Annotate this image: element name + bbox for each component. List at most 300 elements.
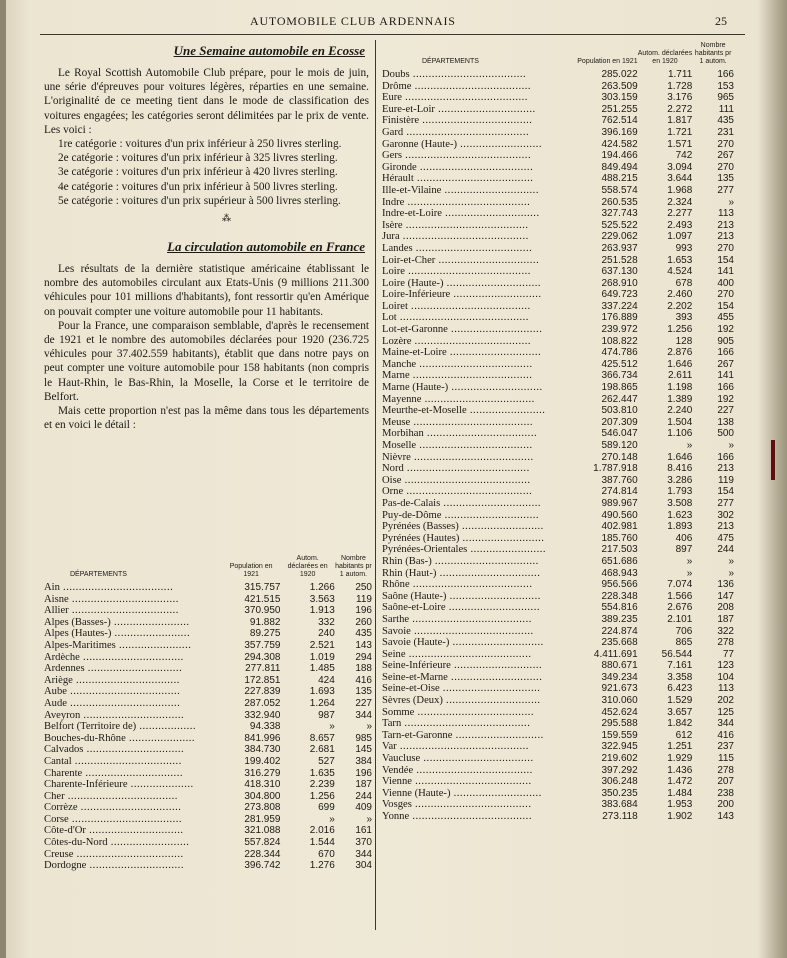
dept-name: Vaucluse (382, 753, 421, 765)
dept-name: Loire (382, 266, 405, 278)
leader-dots: ................................... (68, 813, 183, 825)
population-cell: 108.822 (601, 335, 638, 347)
autos-cell: » (686, 555, 693, 567)
dept-cell (382, 486, 577, 498)
ratio-cell: 270 (717, 289, 734, 301)
ratio-cell: 188 (355, 663, 372, 675)
dept-name: Vosges (382, 799, 412, 811)
dept-name: Seine (382, 648, 406, 660)
population-cell: 219.602 (601, 753, 638, 765)
dept-name: Pyrénées (Hautes) (382, 532, 460, 544)
dept-cell (382, 243, 577, 255)
table-row (382, 741, 734, 753)
dept-cell (44, 652, 222, 664)
dept-cell (44, 640, 222, 652)
leader-dots: .................................... (416, 440, 533, 451)
ratio-cell: 244 (717, 544, 734, 556)
leader-dots: ................................... (423, 428, 538, 440)
dept-cell (382, 741, 577, 753)
column-divider (375, 40, 376, 930)
leader-dots: ......................................... (396, 312, 529, 324)
population-cell: 389.235 (601, 613, 638, 625)
autos-cell: 1.817 (667, 115, 693, 127)
leader-dots: ......................... (107, 837, 190, 849)
population-cell: 525.522 (601, 219, 638, 231)
dept-name: Rhône (382, 579, 410, 591)
dept-cell (44, 791, 222, 803)
leader-dots: ....................................... (403, 463, 530, 475)
dept-name: Saône-et-Loire (382, 602, 446, 614)
leader-dots: ............................. (448, 382, 543, 394)
population-cell: 273.118 (602, 811, 638, 822)
ratio-cell: 141 (717, 370, 734, 382)
ratio-cell: 187 (355, 779, 372, 791)
autos-cell: 1.721 (667, 126, 693, 138)
leader-dots: ................................... (59, 582, 174, 593)
table-row (382, 498, 734, 510)
autos-cell: 1.436 (667, 764, 693, 776)
table-row (44, 686, 372, 698)
autos-cell: 1.646 (667, 358, 693, 370)
dept-name: Sarthe (382, 613, 410, 625)
dept-cell (382, 626, 577, 638)
leader-dots: .............................. (441, 184, 539, 196)
leader-dots: ............................. (445, 602, 540, 614)
population-cell: 262.447 (601, 393, 638, 405)
dept-cell (44, 825, 222, 837)
table-row (44, 605, 372, 617)
dept-name: Ariège (44, 674, 73, 686)
population-cell: 281.959 (244, 813, 281, 825)
table-row (382, 707, 734, 719)
category-item: 2e catégorie : voitures d'un prix inférieur à 325 livres sterling. (58, 152, 338, 165)
leader-dots: ...................................... (409, 811, 532, 822)
dept-cell (382, 127, 577, 139)
dept-name: Aveyron (44, 709, 81, 721)
population-cell: 357.759 (244, 639, 281, 651)
dept-name: Drôme (382, 80, 412, 92)
leader-dots: ................................... (66, 686, 181, 698)
dept-cell (382, 394, 577, 406)
dept-name: Tarn-et-Garonne (382, 729, 453, 741)
dept-name: Var (382, 741, 397, 753)
departments-table-left (44, 555, 372, 872)
dept-name: Morbihan (382, 428, 424, 440)
ratio-cell: 370 (355, 837, 372, 849)
table-row (44, 825, 372, 837)
ratio-cell: 213 (717, 231, 734, 243)
dept-cell (382, 672, 577, 684)
section-title-circulation: La circulation automobile en France (167, 239, 365, 255)
population-cell: 277.811 (245, 663, 281, 675)
leader-dots: ............................ (450, 289, 542, 301)
ratio-cell: 166 (717, 347, 734, 359)
population-cell: 295.588 (601, 718, 638, 730)
leader-dots: ....................................... (404, 266, 531, 278)
autos-cell: 7.074 (667, 579, 693, 591)
autos-cell: » (329, 813, 335, 825)
table-row (382, 81, 734, 93)
dept-cell (382, 683, 577, 695)
table-row (382, 173, 734, 185)
ratio-cell: 500 (717, 428, 734, 440)
autos-cell: 8.657 (309, 732, 335, 744)
dept-name: Corrèze (44, 802, 78, 814)
table-row (44, 652, 372, 664)
circulation-paragraph-2: Pour la France, une comparaison semblable, d'après le recensement de 1921 et le nombre des automobiles déclarées pour 1920 (236.725 véhicules pour 37.402.559 habitants), établit que dans notre pays on peut compter une voiture automobile pour 158 habitants (non compris le Haut-Rhin, le Bas-Rhin, la Moselle, la Corse et le territoire de Belfort. (44, 319, 369, 403)
population-cell: 649.723 (601, 289, 638, 301)
autos-cell: 1.728 (667, 80, 693, 92)
dept-name: Doubs (382, 69, 410, 80)
ratio-cell: 136 (717, 579, 734, 591)
ratio-cell: 302 (717, 509, 734, 521)
table-row (382, 637, 734, 649)
autos-cell: 8.416 (667, 463, 693, 475)
ratio-cell: 416 (717, 729, 734, 741)
dept-cell (382, 533, 577, 545)
category-item: 5e catégorie : voitures d'un prix supérieur à 500 livres sterling. (58, 194, 341, 207)
leader-dots: ............................. (446, 590, 541, 602)
dept-cell (382, 776, 577, 788)
dept-name: Creuse (44, 848, 74, 860)
leader-dots: ..................................... (411, 80, 532, 92)
autos-cell: 527 (318, 755, 335, 767)
leader-dots: .............................. (85, 825, 184, 837)
dept-name: Somme (382, 706, 415, 718)
leader-dots: .............................. (443, 277, 542, 289)
col-header-departments: DÉPARTEMENTS (70, 571, 127, 578)
ratio-cell: 196 (355, 767, 372, 779)
dept-name: Seine-Inférieure (382, 660, 451, 672)
leader-dots: ........................................ (402, 150, 532, 162)
ratio-cell: 277 (717, 184, 734, 196)
leader-dots: ............................ (452, 729, 544, 741)
table-row (382, 556, 734, 568)
dept-cell (382, 428, 577, 440)
ratio-cell: 166 (717, 382, 734, 394)
population-cell: 268.910 (601, 277, 638, 289)
table-row (382, 289, 734, 301)
autos-cell: 1.893 (667, 521, 693, 533)
dept-cell (382, 417, 577, 429)
table-row (44, 628, 372, 640)
population-cell: 383.684 (601, 799, 638, 811)
dept-name: Lozère (382, 335, 412, 347)
table-row (44, 849, 372, 861)
table-row (44, 594, 372, 606)
table-row (382, 521, 734, 533)
autos-cell: 1.106 (667, 428, 693, 440)
dept-cell (382, 301, 577, 313)
population-cell: 224.874 (601, 625, 638, 637)
autos-cell: 1.929 (667, 753, 693, 765)
ratio-cell: 113 (718, 208, 734, 220)
ratio-cell: » (366, 721, 372, 733)
dept-cell (382, 220, 577, 232)
ratio-cell: 202 (717, 695, 734, 707)
table-row (382, 568, 734, 580)
population-cell: 229.062 (601, 231, 638, 243)
dept-cell (44, 686, 222, 698)
population-cell: 260.535 (601, 196, 638, 208)
population-cell: 418.310 (244, 779, 281, 791)
dept-name: Belfort (Territoire de) (44, 721, 137, 733)
dept-cell (382, 173, 577, 185)
leader-dots: ............................. (449, 637, 544, 649)
population-cell: 294.308 (244, 651, 281, 663)
population-cell: 227.839 (244, 686, 281, 698)
table-row (382, 359, 734, 371)
autos-cell: 2.202 (667, 300, 693, 312)
dept-cell (44, 675, 222, 687)
dept-cell (382, 231, 577, 243)
population-cell: 488.215 (601, 173, 638, 185)
ratio-cell: 270 (717, 161, 734, 173)
population-cell: 396.169 (601, 126, 638, 138)
leader-dots: .................................. (73, 848, 184, 860)
leader-dots: ..................... (125, 732, 196, 744)
dept-cell (382, 115, 577, 127)
ratio-cell: 145 (355, 744, 372, 756)
category-item: 3e catégorie : voitures d'un prix inférieur à 420 livres sterling. (58, 166, 338, 179)
ratio-cell: 123 (717, 660, 734, 672)
dept-name: Aude (44, 697, 67, 709)
ratio-cell: 905 (717, 335, 734, 347)
population-cell: 304.800 (244, 790, 281, 802)
dept-name: Eure-et-Loir (382, 103, 435, 115)
population-cell: 370.950 (244, 605, 281, 617)
table-row (44, 721, 372, 733)
dept-cell (44, 779, 222, 791)
table-row (382, 533, 734, 545)
autos-cell: 1.256 (667, 324, 693, 336)
population-cell: 251.528 (601, 254, 638, 266)
population-cell: 217.503 (601, 544, 638, 556)
leader-dots: ..................................... (414, 706, 535, 718)
dept-name: Allier (44, 605, 69, 617)
population-cell: 384.730 (244, 744, 281, 756)
autos-cell: 1.711 (667, 69, 693, 80)
population-cell: 1.787.918 (593, 463, 638, 475)
population-cell: 421.515 (244, 593, 281, 605)
leader-dots: ....................................... (404, 196, 531, 208)
leader-dots: ...................................... (409, 579, 533, 591)
population-cell: 322.945 (601, 741, 638, 753)
autos-cell: 1.198 (667, 382, 693, 394)
population-cell: 880.671 (601, 660, 638, 672)
dept-name: Alpes (Basses-) (44, 616, 111, 628)
autos-cell: 2.611 (667, 370, 693, 382)
leader-dots: ........................................ (401, 718, 531, 730)
autos-cell: 1.968 (667, 184, 693, 196)
table-row (382, 347, 734, 359)
autos-cell: 1.646 (667, 451, 693, 463)
table-row (382, 695, 734, 707)
autos-cell: 3.286 (667, 474, 693, 486)
table-row (382, 104, 734, 116)
col-header-ratio: Nombre habitants pr 1 autom. (335, 555, 372, 578)
dept-name: Pyrénées-Orientales (382, 544, 468, 556)
table-row (382, 579, 734, 591)
table-row (44, 663, 372, 675)
leader-dots: ........................................ (399, 231, 529, 243)
ratio-cell: 227 (717, 405, 734, 417)
autos-cell: » (686, 567, 693, 579)
table-row (382, 382, 734, 394)
table-row (382, 452, 734, 464)
population-cell: 490.560 (601, 509, 638, 521)
dept-name: Seine-et-Oise (382, 683, 440, 695)
autos-cell: 56.544 (661, 648, 693, 660)
dept-name: Nord (382, 463, 404, 475)
leader-dots: .................................. (68, 593, 179, 605)
ratio-cell: 192 (717, 393, 734, 405)
population-cell: 387.760 (601, 474, 638, 486)
dept-name: Manche (382, 358, 417, 370)
dept-cell (382, 139, 577, 151)
dept-cell (44, 744, 222, 756)
dept-name: Charente-Inférieure (44, 779, 128, 791)
table-row (44, 756, 372, 768)
ratio-cell: 213 (717, 521, 734, 533)
table-row (382, 336, 734, 348)
leader-dots: ..................................... (413, 173, 534, 185)
ratio-cell: 143 (717, 811, 734, 822)
ratio-cell: 135 (355, 686, 372, 698)
dept-name: Vendée (382, 764, 414, 776)
population-cell: 172.851 (244, 674, 281, 686)
dept-name: Vienne (Haute-) (382, 787, 451, 799)
leader-dots: ..................................... (411, 335, 532, 347)
table-row (382, 730, 734, 742)
dept-cell (382, 475, 577, 487)
table-row (382, 185, 734, 197)
ratio-cell: 250 (355, 582, 372, 593)
population-cell: 762.514 (601, 115, 638, 127)
population-cell: 285.022 (601, 69, 638, 80)
autos-cell: 3.176 (667, 92, 693, 104)
ratio-cell: 270 (717, 138, 734, 150)
population-cell: 89.275 (249, 628, 281, 640)
dept-cell (382, 150, 577, 162)
table-row (382, 370, 734, 382)
autos-cell: 2.239 (309, 779, 335, 791)
population-cell: 558.574 (601, 184, 638, 196)
table-row (382, 683, 734, 695)
dept-cell (382, 718, 577, 730)
population-cell: 557.824 (244, 837, 281, 849)
table-row (382, 243, 734, 255)
dept-cell (44, 617, 222, 629)
autos-cell: 424 (318, 674, 335, 686)
leader-dots: ................................... (64, 790, 178, 802)
leader-dots: ................................ (436, 567, 541, 579)
table-row (382, 463, 734, 475)
dept-cell (382, 521, 577, 533)
col-header-population: Population en 1921 (577, 58, 638, 65)
autos-cell: 3.644 (667, 173, 693, 185)
population-cell: 327.743 (601, 208, 638, 220)
autos-cell: 706 (675, 625, 693, 637)
table-row (382, 405, 734, 417)
ratio-cell: 344 (355, 709, 372, 721)
leader-dots: .................................. (71, 755, 182, 767)
ratio-cell: 141 (717, 266, 734, 278)
table-row (382, 544, 734, 556)
leader-dots: ...................................... (410, 416, 534, 428)
population-cell: 474.786 (601, 347, 638, 359)
autos-cell: 3.657 (667, 706, 693, 718)
table-row (382, 788, 734, 800)
leader-dots: ................................ (435, 254, 540, 266)
table-row (382, 614, 734, 626)
table-row (382, 115, 734, 127)
autos-cell: 1.529 (667, 695, 693, 707)
table-row (382, 417, 734, 429)
dept-cell (382, 440, 577, 452)
ratio-cell: 154 (717, 254, 734, 266)
leader-dots: ............................... (434, 103, 536, 115)
table-row (44, 640, 372, 652)
dept-cell (382, 568, 577, 580)
dept-name: Lot (382, 312, 397, 324)
population-cell: 651.686 (601, 555, 638, 567)
leader-dots: ..................................... (411, 776, 532, 788)
autos-cell: 1.902 (667, 811, 693, 822)
table-row (382, 428, 734, 440)
dept-cell (382, 730, 577, 742)
dept-cell (44, 837, 222, 849)
population-cell: 185.760 (601, 532, 638, 544)
leader-dots: .............................. (442, 208, 540, 220)
dept-name: Gard (382, 126, 404, 138)
dept-name: Indre-et-Loire (382, 208, 442, 220)
population-cell: 207.309 (601, 416, 638, 428)
leader-dots: ..................................... (413, 764, 533, 776)
leader-dots: ............................... (83, 744, 185, 756)
dept-name: Hérault (382, 173, 414, 185)
autos-cell: 332 (318, 616, 335, 628)
dept-name: Meurthe-et-Moselle (382, 405, 467, 417)
leader-dots: ....................................... (405, 648, 532, 660)
dept-name: Garonne (Haute-) (382, 138, 457, 150)
header-rule (40, 34, 745, 35)
leader-dots: ...................................... (409, 613, 532, 625)
population-cell: 315.757 (244, 582, 281, 593)
population-cell: 841.996 (244, 732, 281, 744)
leader-dots: .......................... (459, 532, 545, 544)
dept-cell (382, 614, 577, 626)
dept-cell (44, 663, 222, 675)
ratio-cell: 154 (717, 300, 734, 312)
autos-cell: 2.876 (667, 347, 693, 359)
leader-dots: ............................... (82, 767, 183, 779)
leader-dots: .......................... (458, 521, 544, 533)
dept-name: Pyrénées (Basses) (382, 521, 459, 533)
dept-cell (44, 605, 222, 617)
autos-cell: 1.276 (309, 860, 335, 872)
autos-cell: 742 (675, 150, 693, 162)
population-cell: 199.402 (244, 755, 281, 767)
dept-cell (382, 92, 577, 104)
leader-dots: ........................................ (401, 474, 531, 486)
running-header (0, 10, 787, 30)
autos-cell: 1.544 (309, 837, 335, 849)
table-row (382, 486, 734, 498)
dept-name: Loire (Haute-) (382, 277, 444, 289)
ratio-cell: 207 (717, 776, 734, 788)
ratio-cell: 115 (718, 753, 734, 765)
